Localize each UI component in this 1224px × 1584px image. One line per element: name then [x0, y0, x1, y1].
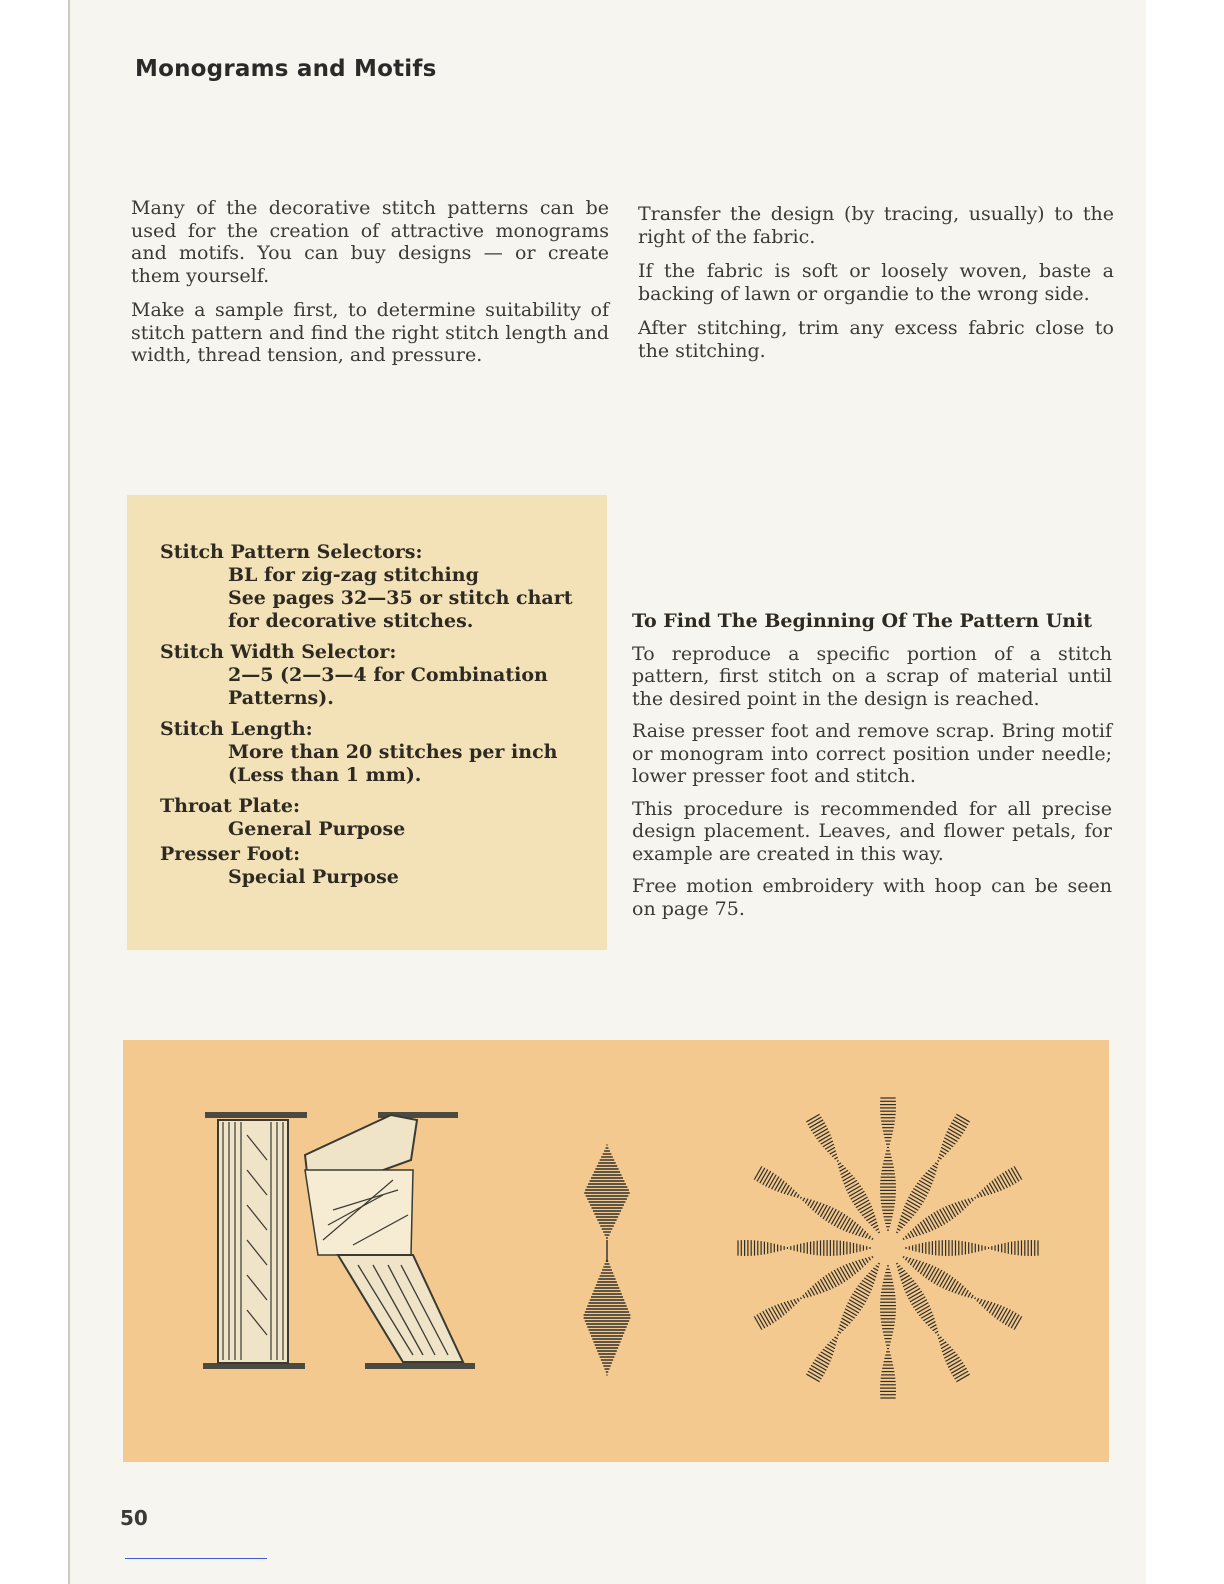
setting-label: Throat Plate:: [160, 795, 301, 817]
satin-stitch-motif: [584, 1145, 631, 1375]
monogram-k: [203, 1112, 475, 1369]
embroidery-illustration: [123, 1040, 1109, 1462]
presser-foot-setting: [160, 843, 590, 889]
page-number: 50: [120, 1506, 148, 1530]
section-paragraph: To reproduce a specific portion of a stitch pattern, first stitch on a scrap of material until the desired point in the design is reached.: [632, 642, 1112, 710]
section-heading: To Find The Beginning Of The Pattern Unit: [632, 610, 1093, 632]
embroidery-sample-photo: [123, 1040, 1109, 1462]
intro-paragraph: Many of the decorative stitch patterns can be used for the creation of attractive monograms and motifs. You can buy designs — or create them yourself.: [131, 197, 609, 287]
footer-rule: [125, 1558, 267, 1559]
setting-label: Stitch Pattern Selectors:: [160, 541, 423, 563]
setting-value: More than 20 stitches per inch (Less than 1 mm).: [228, 741, 558, 786]
setting-value: See pages 32—35 or stitch chart for decorative stitches.: [228, 587, 573, 632]
section-paragraph: Raise presser foot and remove scrap. Bring motif or monogram into correct position under needle; lower presser foot and stitch.: [632, 720, 1112, 787]
intro-paragraph: After stitching, trim any excess fabric close to the stitching.: [638, 317, 1114, 362]
star-flower-motif: [738, 1098, 1038, 1398]
setting-value: Special Purpose: [228, 866, 399, 888]
intro-paragraph: Make a sample first, to determine suitability of stitch pattern and find the right stitch length and width, thread tension, and pressure.: [131, 299, 609, 366]
section-paragraph: This procedure is recommended for all precise design placement. Leaves, and flower petals, for example are created in this way.: [632, 797, 1112, 865]
intro-left-column: [131, 197, 609, 379]
intro-paragraph: Transfer the design (by tracing, usually) to the right of the fabric.: [638, 203, 1114, 248]
page-title: Monograms and Motifs: [135, 56, 437, 82]
intro-right-column: [638, 203, 1114, 374]
setting-value: 2—5 (2—3—4 for Combination Patterns).: [228, 664, 548, 709]
section-paragraph: Free motion embroidery with hoop can be seen on page 75.: [632, 875, 1112, 920]
machine-settings-box: [127, 495, 607, 950]
intro-paragraph: If the fabric is soft or loosely woven, baste a backing of lawn or organdie to the wrong side.: [638, 260, 1114, 305]
throat-plate-setting: [160, 795, 590, 841]
setting-label: Stitch Length:: [160, 718, 313, 740]
stitch-width-setting: [160, 641, 590, 710]
pattern-unit-section: [632, 610, 1112, 930]
setting-value: General Purpose: [228, 818, 406, 840]
stitch-length-setting: [160, 718, 590, 787]
setting-value: BL for zig-zag stitching: [228, 564, 479, 586]
setting-label: Presser Foot:: [160, 843, 301, 865]
setting-label: Stitch Width Selector:: [160, 641, 397, 663]
stitch-pattern-setting: [160, 541, 590, 633]
